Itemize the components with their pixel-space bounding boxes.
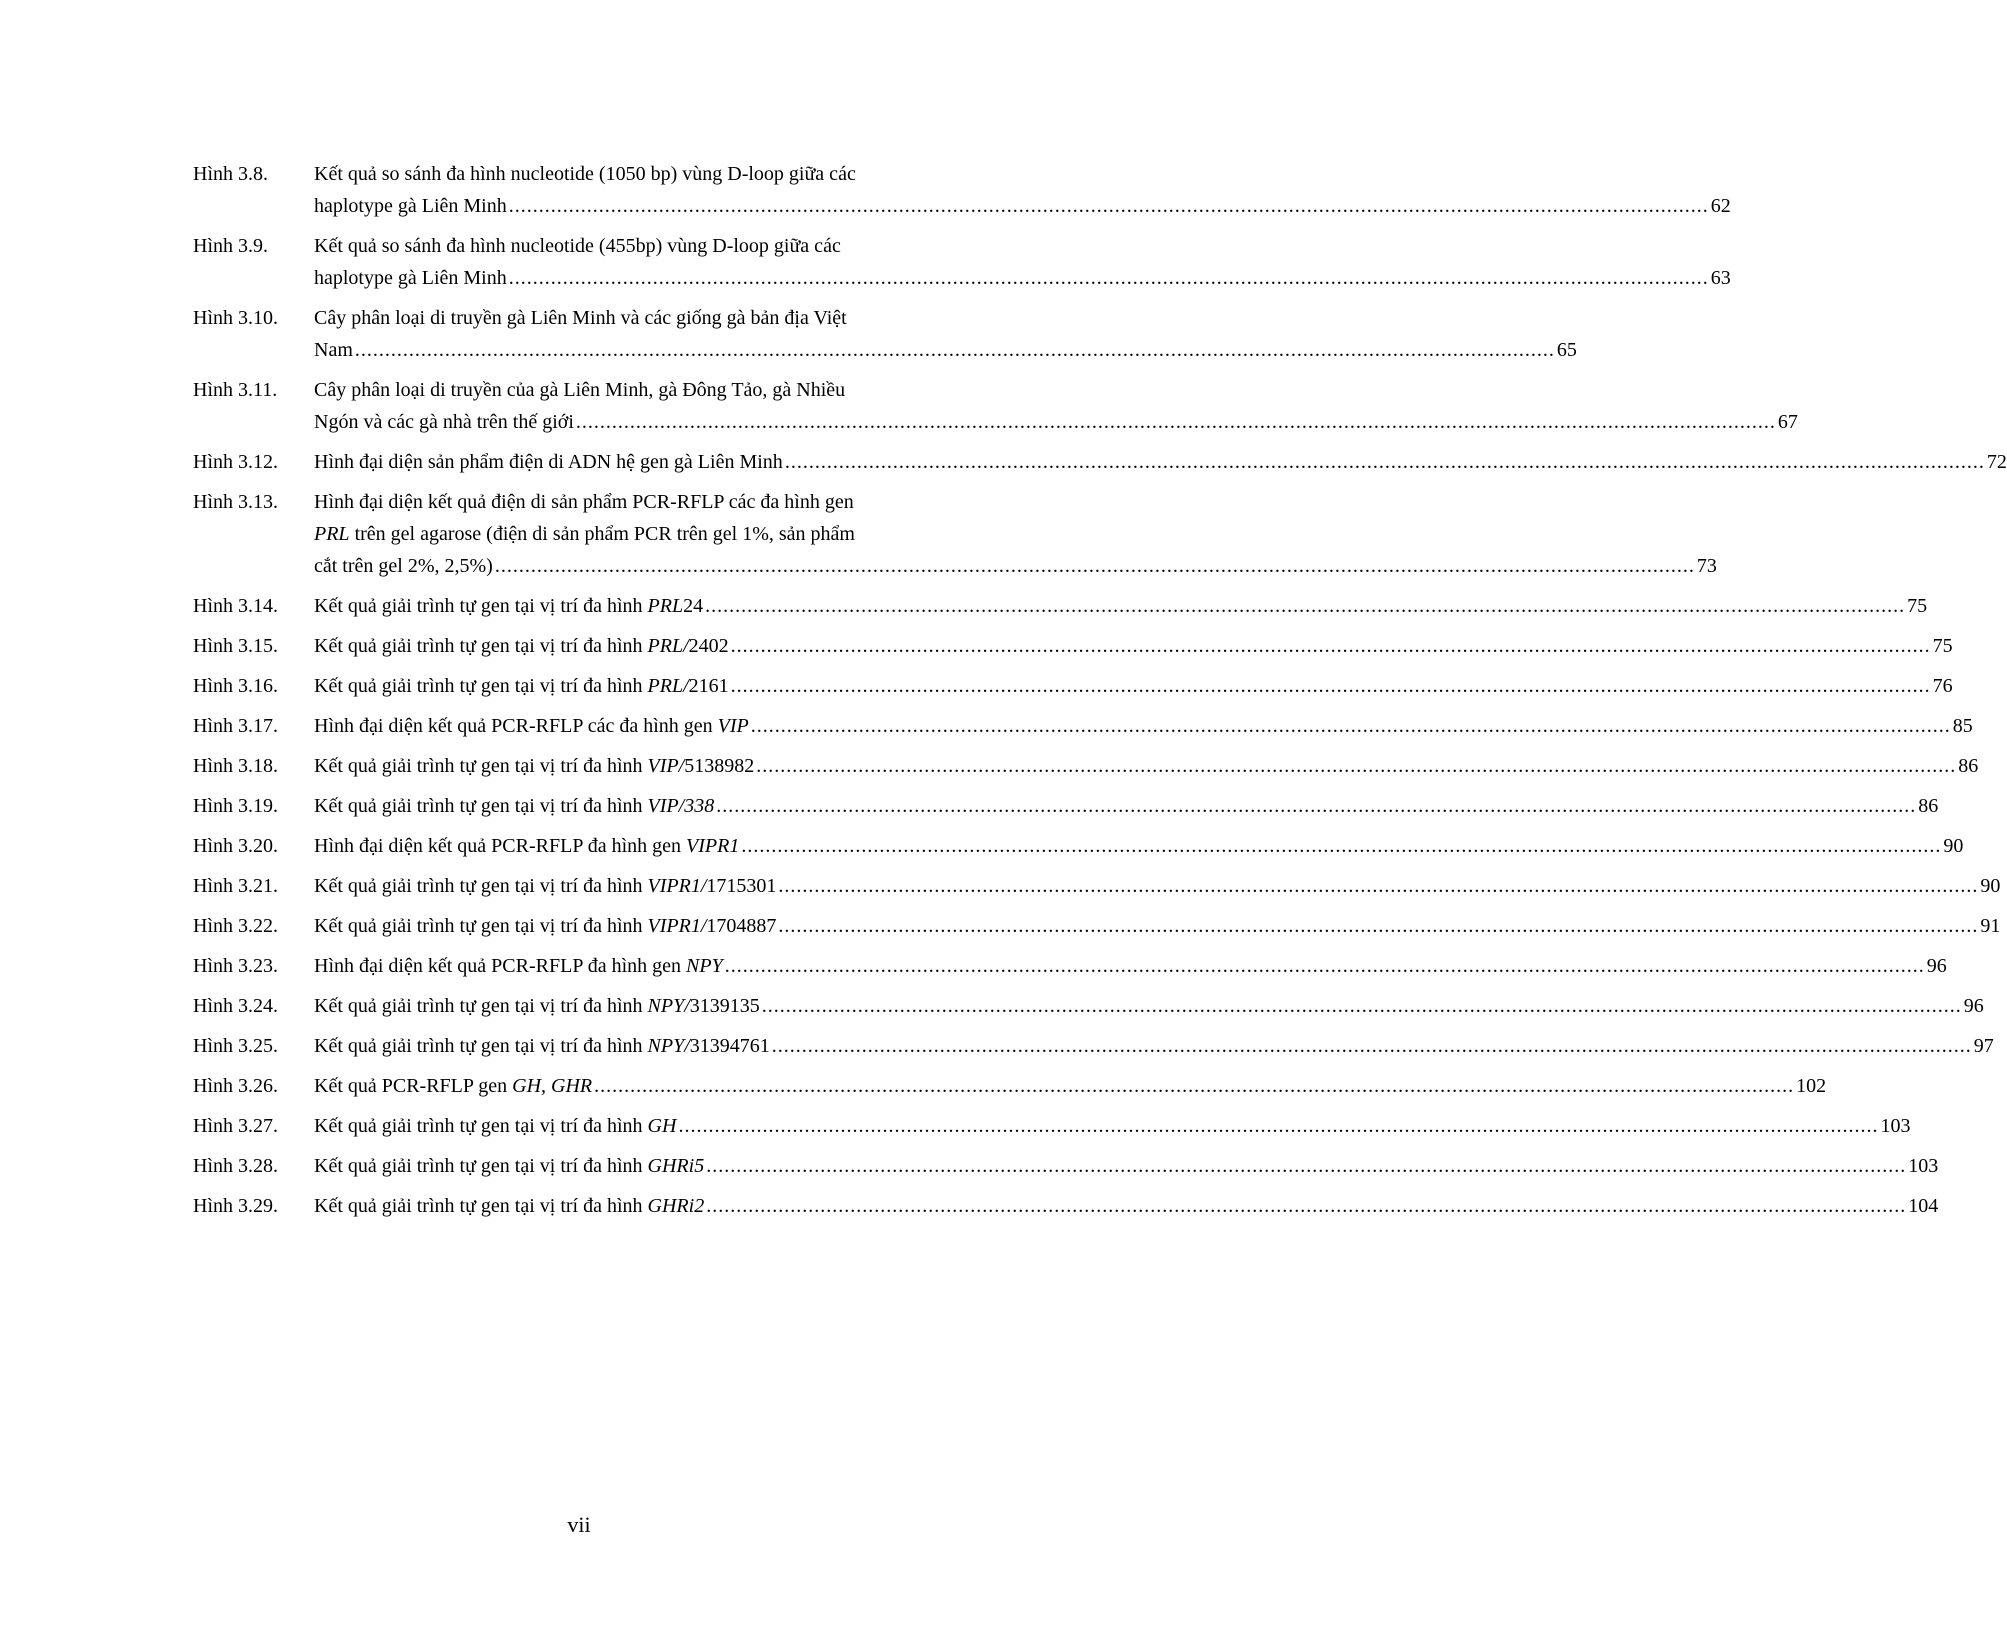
caption-last-line: Kết quả giải trình tự gen tại vị trí đa hình PRL24 [314, 595, 704, 617]
figure-number: Hình 3.23. [193, 955, 278, 977]
page-reference: 73 [1696, 555, 1717, 577]
figure-number: Hình 3.15. [193, 635, 278, 657]
toc-entry [193, 1150, 1939, 1182]
caption-last-line: cắt trên gel 2%, 2,5%) [314, 555, 493, 577]
toc-entry [193, 830, 1964, 862]
figure-caption [314, 830, 1963, 862]
caption-last-line: Nam [314, 339, 353, 361]
caption-last-line: Kết quả giải trình tự gen tại vị trí đa hình GH [314, 1115, 677, 1137]
page-reference: 65 [1556, 339, 1577, 361]
figure-number: Hình 3.22. [193, 915, 278, 937]
leader-dots [495, 550, 1695, 582]
page-reference: 91 [1980, 915, 2001, 937]
page-reference: 97 [1973, 1035, 1994, 1057]
caption-last-line: Kết quả giải trình tự gen tại vị trí đa hình PRL/2402 [314, 635, 729, 657]
leader-dots [762, 990, 1962, 1022]
leader-dots [509, 262, 1709, 294]
toc-entry [193, 710, 1973, 742]
leader-dots [778, 910, 1978, 942]
page-reference: 67 [1777, 411, 1798, 433]
caption-last-line: Ngón và các gà nhà trên thế giới [314, 411, 574, 433]
figure-caption [314, 446, 2007, 478]
leader-dots [741, 830, 1941, 862]
caption-last-line: Hình đại diện kết quả PCR-RFLP đa hình gen VIPR1 [314, 835, 740, 857]
leader-dots [594, 1070, 1794, 1102]
figure-caption [314, 1030, 1994, 1062]
figure-caption [314, 1070, 1826, 1102]
figure-caption [314, 790, 1938, 822]
figure-number: Hình 3.20. [193, 835, 278, 857]
figure-number: Hình 3.10. [193, 307, 278, 329]
toc-entry [193, 1110, 1911, 1142]
toc-entry [193, 158, 1731, 222]
caption-line: PRL trên gel agarose (điện di sản phẩm PCR trên gel 1%, sản phẩm [314, 523, 855, 545]
leader-dots [706, 1150, 1906, 1182]
leader-dots [678, 1110, 1878, 1142]
figure-number: Hình 3.29. [193, 1195, 278, 1217]
caption-last-line: Kết quả giải trình tự gen tại vị trí đa hình PRL/2161 [314, 675, 729, 697]
leader-dots [778, 870, 1978, 902]
page-reference: 75 [1932, 635, 1953, 657]
caption-last-line: Kết quả giải trình tự gen tại vị trí đa hình GHRi5 [314, 1155, 705, 1177]
page-reference: 90 [1980, 875, 2001, 897]
figure-caption [314, 374, 1798, 438]
caption-last-line: haplotype gà Liên Minh [314, 195, 507, 217]
toc-entry [193, 630, 1953, 662]
page-reference: 102 [1796, 1075, 1827, 1097]
figure-caption [314, 710, 1973, 742]
figure-caption [314, 1150, 1938, 1182]
caption-last-line: Kết quả PCR-RFLP gen GH, GHR [314, 1075, 593, 1097]
figure-number: Hình 3.28. [193, 1155, 278, 1177]
figure-number: Hình 3.16. [193, 675, 278, 697]
figure-caption [314, 1110, 1910, 1142]
caption-last-line: Kết quả giải trình tự gen tại vị trí đa hình VIP/5138982 [314, 755, 755, 777]
figure-number: Hình 3.26. [193, 1075, 278, 1097]
page-reference: 96 [1963, 995, 1984, 1017]
page-number: vii [567, 1512, 591, 1537]
toc-entry [193, 790, 1939, 822]
figure-number: Hình 3.17. [193, 715, 278, 737]
toc-entry [193, 302, 1577, 366]
caption-last-line: Hình đại diện kết quả PCR-RFLP đa hình gen NPY [314, 955, 723, 977]
toc-entry [193, 590, 1928, 622]
caption-line: Kết quả so sánh đa hình nucleotide (1050 bp) vùng D-loop giữa các [314, 163, 856, 185]
page-reference: 75 [1907, 595, 1928, 617]
leader-dots [785, 446, 1985, 478]
caption-line: Hình đại diện kết quả điện di sản phẩm PCR-RFLP các đa hình gen [314, 491, 854, 513]
leader-dots [731, 630, 1931, 662]
caption-last-line: Hình đại diện sản phẩm điện di ADN hệ gen gà Liên Minh [314, 451, 783, 473]
figure-caption [314, 990, 1984, 1022]
figure-number: Hình 3.21. [193, 875, 278, 897]
caption-last-line: haplotype gà Liên Minh [314, 267, 507, 289]
figure-caption [314, 910, 2000, 942]
toc-entry [193, 1190, 1939, 1222]
page-reference: 86 [1958, 755, 1979, 777]
leader-dots [772, 1030, 1972, 1062]
caption-line: Kết quả so sánh đa hình nucleotide (455bp) vùng D-loop giữa các [314, 235, 841, 257]
page-reference: 86 [1918, 795, 1939, 817]
toc-entry [193, 446, 2007, 478]
page-reference: 62 [1710, 195, 1731, 217]
figure-number: Hình 3.12. [193, 451, 278, 473]
leader-dots [756, 750, 1956, 782]
figure-caption [314, 870, 2000, 902]
leader-dots [706, 1190, 1906, 1222]
figure-caption [314, 158, 1731, 222]
caption-last-line: Kết quả giải trình tự gen tại vị trí đa hình GHRi2 [314, 1195, 705, 1217]
caption-line: Cây phân loại di truyền của gà Liên Minh, gà Đông Tảo, gà Nhiều [314, 379, 846, 401]
leader-dots [355, 334, 1555, 366]
leader-dots [731, 670, 1931, 702]
figure-number: Hình 3.24. [193, 995, 278, 1017]
leader-dots [705, 590, 1905, 622]
caption-last-line: Hình đại diện kết quả PCR-RFLP các đa hình gen VIP [314, 715, 749, 737]
figure-number: Hình 3.18. [193, 755, 278, 777]
figure-caption [314, 486, 1717, 582]
figure-number: Hình 3.25. [193, 1035, 278, 1057]
toc-entry [193, 374, 1798, 438]
figure-caption [314, 750, 1978, 782]
figure-number: Hình 3.8. [193, 163, 268, 185]
page-reference: 76 [1932, 675, 1953, 697]
figure-number: Hình 3.13. [193, 491, 278, 513]
figure-number: Hình 3.11. [193, 379, 278, 401]
page-reference: 104 [1908, 1195, 1939, 1217]
figure-caption [314, 302, 1577, 366]
toc-entry [193, 670, 1953, 702]
page-reference: 72 [1986, 451, 2007, 473]
figure-number: Hình 3.9. [193, 235, 268, 257]
figure-caption [314, 1190, 1938, 1222]
caption-line: Cây phân loại di truyền gà Liên Minh và các giống gà bản địa Việt [314, 307, 847, 329]
figure-caption [314, 590, 1927, 622]
page-reference: 85 [1952, 715, 1973, 737]
page-reference: 96 [1926, 955, 1947, 977]
caption-last-line: Kết quả giải trình tự gen tại vị trí đa hình VIPR1/1715301 [314, 875, 777, 897]
caption-last-line: Kết quả giải trình tự gen tại vị trí đa hình NPY/3139135 [314, 995, 760, 1017]
figure-caption [314, 670, 1953, 702]
toc-entry [193, 870, 2001, 902]
leader-dots [751, 710, 1951, 742]
toc-entry [193, 1030, 1994, 1062]
figure-caption [314, 630, 1953, 662]
caption-last-line: Kết quả giải trình tự gen tại vị trí đa hình VIP/338 [314, 795, 715, 817]
page-reference: 90 [1943, 835, 1964, 857]
toc-entry [193, 750, 1979, 782]
figure-caption [314, 230, 1731, 294]
page-reference: 103 [1908, 1155, 1939, 1177]
list-of-figures [193, 158, 2007, 1230]
figure-number: Hình 3.27. [193, 1115, 278, 1137]
toc-entry [193, 1070, 1827, 1102]
leader-dots [576, 406, 1776, 438]
caption-last-line: Kết quả giải trình tự gen tại vị trí đa hình NPY/31394761 [314, 1035, 770, 1057]
leader-dots [716, 790, 1916, 822]
toc-entry [193, 230, 1731, 294]
figure-caption [314, 950, 1947, 982]
page-reference: 63 [1710, 267, 1731, 289]
leader-dots [725, 950, 1925, 982]
figure-number: Hình 3.19. [193, 795, 278, 817]
figure-number: Hình 3.14. [193, 595, 278, 617]
toc-entry [193, 910, 2001, 942]
toc-entry [193, 486, 1717, 582]
page-reference: 103 [1880, 1115, 1911, 1137]
leader-dots [509, 190, 1709, 222]
toc-entry [193, 950, 1947, 982]
caption-last-line: Kết quả giải trình tự gen tại vị trí đa hình VIPR1/1704887 [314, 915, 777, 937]
toc-entry [193, 990, 1984, 1022]
